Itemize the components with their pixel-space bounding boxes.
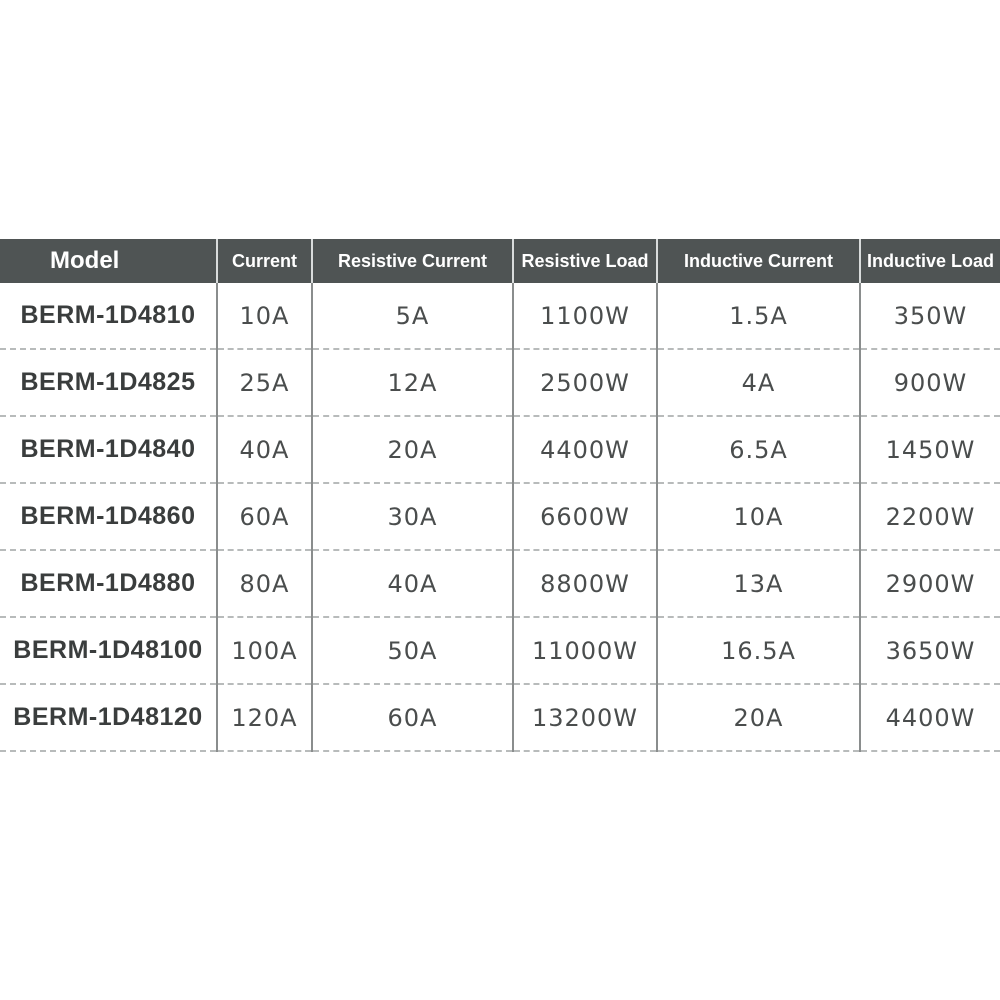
cell-inductive-current: 16.5A	[657, 617, 860, 684]
cell-model: BERM-1D4810	[0, 283, 217, 349]
cell-resistive-current: 5A	[312, 283, 513, 349]
header-row	[0, 239, 1000, 283]
cell-resistive-current: 12A	[312, 349, 513, 416]
cell-inductive-current: 1.5A	[657, 283, 860, 349]
header-model: Model	[0, 239, 217, 283]
cell-current: 40A	[217, 416, 312, 483]
cell-inductive-current: 6.5A	[657, 416, 860, 483]
cell-resistive-load: 6600W	[513, 483, 657, 550]
cell-model: BERM-1D48120	[0, 684, 217, 751]
cell-model: BERM-1D4840	[0, 416, 217, 483]
table-row	[0, 550, 1000, 617]
cell-inductive-load: 2900W	[860, 550, 1000, 617]
table-row	[0, 483, 1000, 550]
table-row	[0, 684, 1000, 751]
table-row	[0, 617, 1000, 684]
cell-current: 80A	[217, 550, 312, 617]
cell-model: BERM-1D48100	[0, 617, 217, 684]
table-row	[0, 416, 1000, 483]
cell-inductive-load: 1450W	[860, 416, 1000, 483]
cell-inductive-current: 13A	[657, 550, 860, 617]
cell-resistive-current: 50A	[312, 617, 513, 684]
cell-resistive-current: 60A	[312, 684, 513, 751]
header-inductive-current: Inductive Current	[657, 239, 860, 283]
cell-inductive-current: 20A	[657, 684, 860, 751]
cell-inductive-load: 2200W	[860, 483, 1000, 550]
cell-inductive-load: 3650W	[860, 617, 1000, 684]
cell-inductive-current: 10A	[657, 483, 860, 550]
cell-model: BERM-1D4825	[0, 349, 217, 416]
cell-resistive-load: 8800W	[513, 550, 657, 617]
cell-current: 60A	[217, 483, 312, 550]
cell-model: BERM-1D4880	[0, 550, 217, 617]
header-inductive-load: Inductive Load	[860, 239, 1000, 283]
header-resistive-load: Resistive Load	[513, 239, 657, 283]
cell-current: 25A	[217, 349, 312, 416]
cell-inductive-load: 900W	[860, 349, 1000, 416]
cell-model: BERM-1D4860	[0, 483, 217, 550]
table-header	[0, 239, 1000, 283]
cell-resistive-current: 30A	[312, 483, 513, 550]
cell-resistive-load: 1100W	[513, 283, 657, 349]
cell-inductive-current: 4A	[657, 349, 860, 416]
table-row	[0, 349, 1000, 416]
cell-resistive-load: 2500W	[513, 349, 657, 416]
table-row	[0, 283, 1000, 349]
cell-inductive-load: 4400W	[860, 684, 1000, 751]
cell-resistive-current: 20A	[312, 416, 513, 483]
cell-current: 100A	[217, 617, 312, 684]
cell-current: 10A	[217, 283, 312, 349]
cell-inductive-load: 350W	[860, 283, 1000, 349]
cell-resistive-load: 13200W	[513, 684, 657, 751]
header-current: Current	[217, 239, 312, 283]
table-body	[0, 283, 1000, 751]
cell-resistive-load: 11000W	[513, 617, 657, 684]
cell-current: 120A	[217, 684, 312, 751]
cell-resistive-current: 40A	[312, 550, 513, 617]
cell-resistive-load: 4400W	[513, 416, 657, 483]
header-resistive-current: Resistive Current	[312, 239, 513, 283]
spec-table	[0, 239, 1000, 752]
